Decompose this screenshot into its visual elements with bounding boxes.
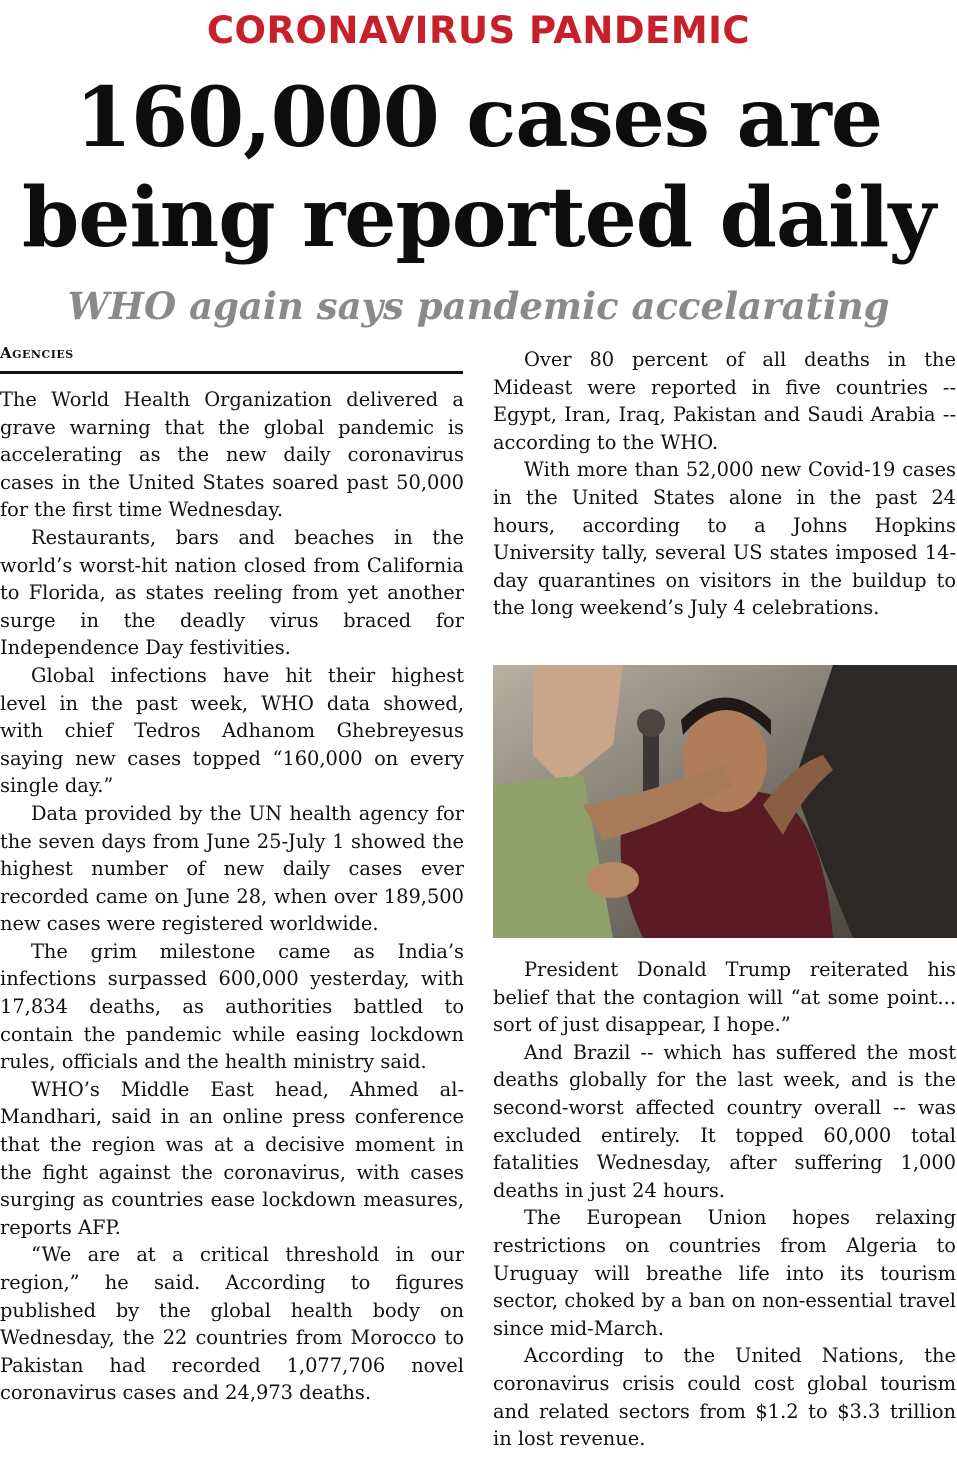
right-column-top (493, 346, 956, 622)
paragraph: President Donald Trump reiterated his belief that the contagion will “at some point... sort of just disappear, I hope.” (493, 958, 956, 1037)
headline-line-2: being reported daily (21, 170, 936, 266)
paragraph: The European Union hopes relaxing restrictions on countries from Algeria to Uruguay will breathe life into its tourism sector, choked by a ban on non-essential travel since mid-March. (493, 1206, 956, 1340)
paragraph: Global infections have hit their highest level in the past week, WHO data showed, with chief Tedros Adhanom Ghebreyesus saying new cases topped “160,000 on every single day.” (0, 663, 464, 798)
paragraph: With more than 52,000 new Covid-19 cases in the United States alone in the past 24 hours, according to a Johns Hopkins University tally, several US states imposed 14-day quarantines on visitors in the buildup to the long weekend’s July 4 celebrations. (493, 458, 956, 620)
paragraph: The World Health Organization delivered a grave warning that the global pandemic is accelerating as the new daily coronavirus cases in the United States soared past 50,000 for the first time Wednesday. (0, 388, 464, 522)
paragraph: And Brazil -- which has suffered the most deaths globally for the last week, and is the second-worst affected country overall -- was excluded entirely. It topped 60,000 total fatalities Wednesday, after suffering 1,000 deaths in just 24 hours. (493, 1040, 956, 1202)
photo-illustration (493, 665, 957, 938)
headline (0, 68, 957, 268)
right-column-bottom (493, 956, 956, 1453)
paragraph: Over 80 percent of all deaths in the Mideast were reported in five countries -- Egypt, Iran, Iraq, Pakistan and Saudi Arabia -- according to the WHO. (493, 348, 956, 454)
paragraph: According to the United Nations, the coronavirus crisis could cost global tourism and related sectors from $1.2 to $3.3 trillion in lost revenue. (493, 1344, 956, 1451)
news-photo (493, 665, 957, 938)
paragraph: “We are at a critical threshold in our region,” he said. According to figures published by the global health body on Wednesday, the 22 countries from Morocco to Pakistan had recorded 1,077,706 novel coronavirus cases and 24,973 deaths. (0, 1243, 464, 1405)
byline: Agencies (0, 340, 463, 374)
paragraph: Restaurants, bars and beaches in the world’s worst-hit nation closed from California to Florida, as states reeling from yet another surge in the deadly virus braced for Independence Day festivities. (0, 525, 464, 660)
paragraph: WHO’s Middle East head, Ahmed al-Mandhari, said in an online press conference that the region was at a decisive moment in the fight against the coronavirus, with cases surging as countries ease lockdown measures, reports AFP. (0, 1077, 464, 1239)
section-kicker: CORONAVIRUS PANDEMIC (206, 9, 751, 52)
paragraph: Data provided by the UN health agency for the seven days from June 25-July 1 showed the highest number of new daily cases ever recorded came on June 28, when over 189,500 new cases were registered worldwide. (0, 801, 464, 936)
paragraph: The grim milestone came as India’s infections surpassed 600,000 yesterday, with 17,834 deaths, as authorities battled to contain the pandemic while easing lockdown rules, officials and the health ministry said. (0, 939, 464, 1074)
subheadline: WHO again says pandemic accelarating (67, 284, 890, 328)
left-column (0, 386, 464, 1407)
headline-line-1: 160,000 cases are (74, 70, 883, 166)
